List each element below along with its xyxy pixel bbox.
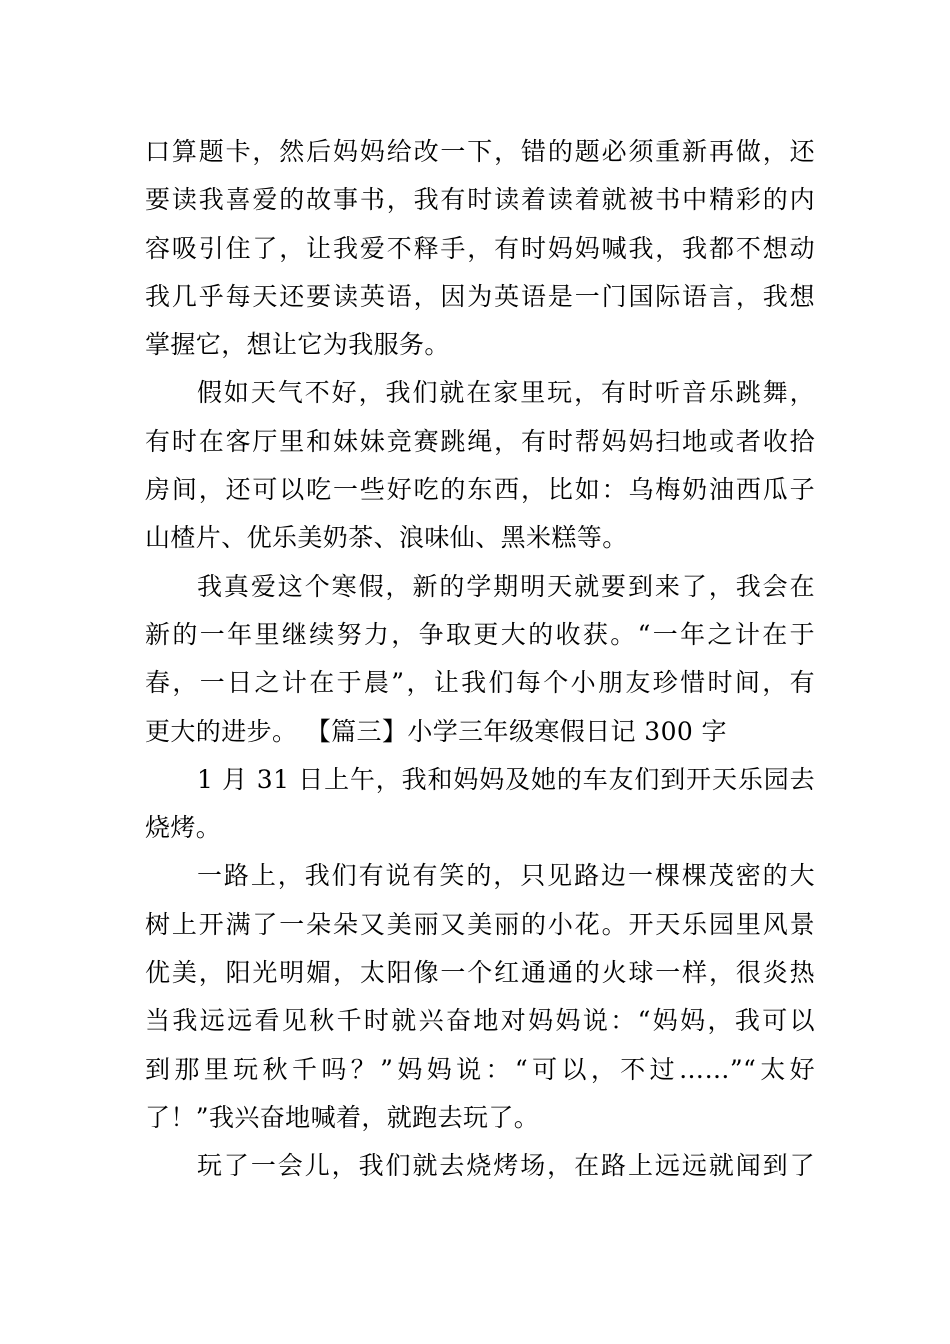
- text-line: 烧烤。: [145, 813, 222, 843]
- text-line: 容吸引住了，让我爱不释手，有时妈妈喊我，我都不想动: [145, 233, 815, 263]
- text-line: 我几乎每天还要读英语，因为英语是一门国际语言，我想: [145, 281, 815, 311]
- text-line: 山楂片、优乐美奶茶、浪味仙、黑米糕等。: [145, 523, 628, 553]
- paragraph-first-line: 我真爱这个寒假，新的学期明天就要到来了，我会在: [197, 571, 815, 601]
- text-line: 新的一年里继续努力，争取更大的收获。“一年之计在于: [145, 619, 815, 649]
- text-line: 当我远远看见秋千时就兴奋地对妈妈说：“妈妈，我可以: [145, 1006, 815, 1036]
- paragraph-first-line: 假如天气不好，我们就在家里玩，有时听音乐跳舞，: [197, 378, 815, 408]
- text-line: 了！”我兴奋地喊着，就跑去玩了。: [145, 1102, 540, 1132]
- section-heading-line: 更大的进步。 【篇三】小学三年级寒假日记 300 字: [145, 716, 727, 746]
- text-line: 要读我喜爱的故事书，我有时读着读着就被书中精彩的内: [145, 185, 815, 215]
- text-line: 春，一日之计在于晨”，让我们每个小朋友珍惜时间，有: [145, 668, 815, 698]
- text-line: 到那里玩秋千吗？”妈妈说：“可以，不过……”“太好: [145, 1054, 815, 1084]
- text-line: 口算题卡，然后妈妈给改一下，错的题必须重新再做，还: [145, 137, 815, 166]
- text-line: 房间，还可以吃一些好吃的东西，比如：乌梅奶油西瓜子: [145, 475, 815, 505]
- text-line: 有时在客厅里和妹妹竞赛跳绳，有时帮妈妈扫地或者收拾: [145, 426, 815, 456]
- text-line: 优美，阳光明媚，太阳像一个红通通的火球一样，很炎热: [145, 958, 815, 988]
- text-line: 树上开满了一朵朵又美丽又美丽的小花。开天乐园里风景: [145, 909, 815, 939]
- diary-text: [145, 128, 815, 1191]
- paragraph-first-line: 玩了一会儿，我们就去烧烤场，在路上远远就闻到了: [197, 1151, 815, 1181]
- text-line: 掌握它，想让它为我服务。: [145, 330, 450, 360]
- paragraph-first-line: 1 月 31 日上午，我和妈妈及她的车友们到开天乐园去: [197, 764, 815, 794]
- paragraph-first-line: 一路上，我们有说有笑的，只见路边一棵棵茂密的大: [197, 861, 815, 891]
